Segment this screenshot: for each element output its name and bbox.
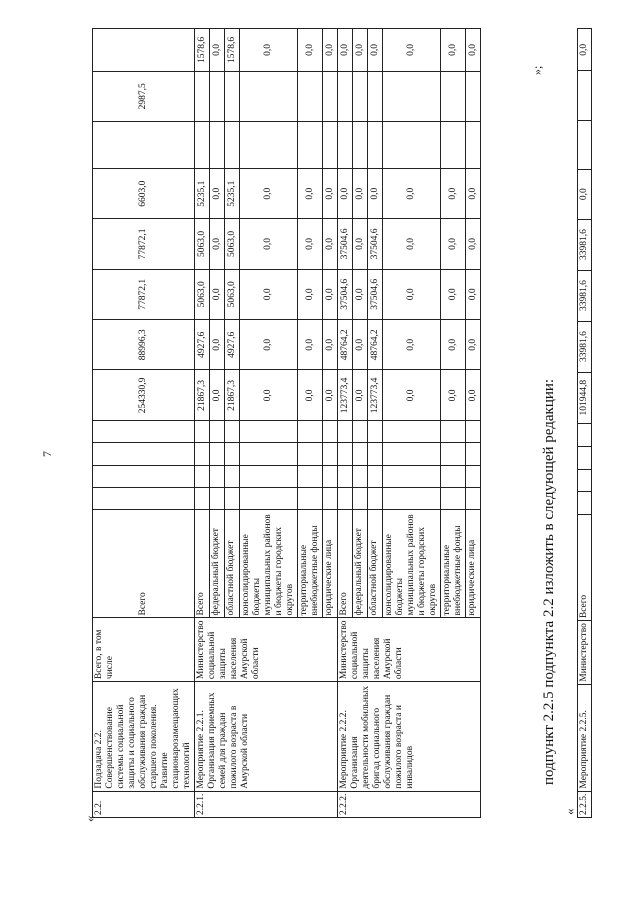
value-cell <box>578 71 592 120</box>
value-cell: 48764,2 <box>338 320 353 370</box>
row-source: юридические лица <box>323 509 338 618</box>
table-row <box>338 29 353 818</box>
row-executor: Министерство <box>578 621 592 685</box>
value-cell <box>240 121 298 168</box>
value-cell <box>338 121 353 168</box>
value-cell: 0,0 <box>383 320 441 370</box>
value-cell <box>368 121 383 168</box>
value-cell: 0,0 <box>353 269 368 319</box>
row-name: Мероприятие 2.2.2. Организация деятельности мобильных бригад социального обслуживания граждан пожилого возраста и инвалидов <box>338 682 481 792</box>
row-source: юридические лица <box>466 509 481 618</box>
row-source: федеральный бюджет <box>210 509 225 618</box>
value-cell: 6603,0 <box>93 169 195 219</box>
value-cell: 48764,2 <box>368 320 383 370</box>
row-source: областной бюджет <box>225 509 240 618</box>
value-cell: 0,0 <box>298 370 323 421</box>
value-cell: 0,0 <box>338 169 353 219</box>
page-number: 7 <box>40 451 54 457</box>
value-cell: 0,0 <box>353 370 368 421</box>
value-cell: 0,0 <box>240 29 298 72</box>
value-cell: 5063,0 <box>225 219 240 269</box>
quote-mark-open: « <box>562 808 577 815</box>
value-cell: 33981,6 <box>578 321 592 372</box>
value-cell: 0,0 <box>383 219 441 269</box>
value-cell: 0,0 <box>298 169 323 219</box>
value-cell: 0,0 <box>368 169 383 219</box>
value-cell: 0,0 <box>240 320 298 370</box>
row-number: 2.2. <box>93 791 195 817</box>
row-source: консолидированные бюджеты муниципальных районов и бюджеты городских округов <box>383 509 441 618</box>
value-cell: 0,0 <box>441 370 466 421</box>
row-source: Всего <box>195 509 210 618</box>
value-cell: 0,0 <box>353 219 368 269</box>
row-number: 2.2.1. <box>195 791 338 817</box>
value-cell <box>383 71 441 121</box>
value-cell <box>298 71 323 121</box>
table-row <box>93 29 195 818</box>
value-cell <box>353 121 368 168</box>
value-cell <box>298 121 323 168</box>
value-cell: 37504,6 <box>338 269 353 319</box>
value-cell: 88996,3 <box>93 320 195 370</box>
value-cell: 0,0 <box>323 370 338 421</box>
value-cell: 0,0 <box>383 169 441 219</box>
value-cell: 1578,6 <box>195 29 210 72</box>
value-cell: 0,0 <box>338 29 353 72</box>
value-cell: 0,0 <box>383 269 441 319</box>
value-cell: 33981,6 <box>578 270 592 321</box>
value-cell <box>383 121 441 168</box>
value-cell <box>210 71 225 121</box>
row-source: консолидированные бюджеты муниципальных районов и бюджеты городских округов <box>240 509 298 618</box>
value-cell: 0,0 <box>353 320 368 370</box>
value-cell <box>225 121 240 168</box>
value-cell: 5063,0 <box>225 269 240 319</box>
value-cell: 0,0 <box>441 219 466 269</box>
value-cell: 0,0 <box>240 370 298 421</box>
value-cell <box>195 71 210 121</box>
value-cell: 0,0 <box>466 320 481 370</box>
row-name: Подзадача 2.2. Совершенствование системы социальной защиты и социального обслуживания граждан старшего поколения. Развитие стационарозамещающих технологий <box>93 682 195 792</box>
value-cell <box>323 121 338 168</box>
value-cell: 0,0 <box>441 269 466 319</box>
value-cell: 77872,1 <box>93 219 195 269</box>
row-source: территориальные внебюджетные фонды <box>298 509 323 618</box>
value-cell: 0,0 <box>578 169 592 219</box>
value-cell: 0,0 <box>298 269 323 319</box>
row-source: федеральный бюджет <box>353 509 368 618</box>
value-cell <box>210 121 225 168</box>
value-cell <box>466 71 481 121</box>
amended-table <box>577 28 592 818</box>
row-number: 2.2.5. <box>578 791 592 817</box>
value-cell: 0,0 <box>323 219 338 269</box>
value-cell: 0,0 <box>466 370 481 421</box>
value-cell: 0,0 <box>441 169 466 219</box>
value-cell: 4927,6 <box>195 320 210 370</box>
value-cell: 0,0 <box>298 219 323 269</box>
value-cell: 123773,4 <box>368 370 383 421</box>
value-cell: 0,0 <box>353 29 368 72</box>
program-table <box>92 28 481 818</box>
value-cell <box>353 71 368 121</box>
row-executor: Всего, в том числе <box>93 618 195 682</box>
value-cell: 0,0 <box>353 169 368 219</box>
value-cell: 5063,0 <box>195 219 210 269</box>
value-cell: 0,0 <box>323 320 338 370</box>
value-cell: 0,0 <box>441 29 466 72</box>
value-cell <box>323 71 338 121</box>
value-cell: 0,0 <box>240 169 298 219</box>
value-cell <box>195 121 210 168</box>
value-cell: 0,0 <box>368 29 383 72</box>
row-name: Мероприятие 2.2.1. Организация приемных семей для граждан пожилого возраста в Амурской области <box>195 682 338 792</box>
value-cell: 33981,6 <box>578 219 592 270</box>
row-number: 2.2.2. <box>338 791 481 817</box>
value-cell <box>338 71 353 121</box>
row-name: Мероприятие 2.2.5. <box>578 684 592 791</box>
value-cell: 0,0 <box>210 269 225 319</box>
value-cell <box>93 121 195 168</box>
row-source: областной бюджет <box>368 509 383 618</box>
value-cell: 0,0 <box>466 169 481 219</box>
value-cell <box>441 71 466 121</box>
value-cell: 0,0 <box>441 320 466 370</box>
value-cell: 0,0 <box>323 269 338 319</box>
value-cell: 21867,3 <box>225 370 240 421</box>
value-cell: 0,0 <box>383 29 441 72</box>
value-cell <box>466 121 481 168</box>
value-cell: 101944,8 <box>578 372 592 423</box>
value-cell: 0,0 <box>298 29 323 72</box>
value-cell: 5235,1 <box>195 169 210 219</box>
row-source: территориальные внебюджетные фонды <box>441 509 466 618</box>
value-cell: 0,0 <box>298 320 323 370</box>
value-cell: 0,0 <box>466 29 481 72</box>
value-cell: 0,0 <box>466 219 481 269</box>
table-row <box>578 29 592 818</box>
quote-mark-close: »; <box>530 65 544 75</box>
value-cell: 0,0 <box>210 370 225 421</box>
value-cell: 1578,6 <box>225 29 240 72</box>
value-cell: 123773,4 <box>338 370 353 421</box>
value-cell: 0,0 <box>383 370 441 421</box>
row-executor: Министерство социальной защиты населения Амурской области <box>195 618 338 682</box>
value-cell <box>240 71 298 121</box>
quote-mark-open: « <box>82 815 97 822</box>
value-cell: 0,0 <box>466 269 481 319</box>
value-cell: 2987,5 <box>93 71 195 121</box>
value-cell: 5235,1 <box>225 169 240 219</box>
value-cell <box>225 71 240 121</box>
value-cell <box>93 29 195 72</box>
value-cell: 37504,6 <box>368 219 383 269</box>
value-cell: 0,0 <box>323 169 338 219</box>
value-cell: 5063,0 <box>195 269 210 319</box>
value-cell: 37504,6 <box>338 219 353 269</box>
value-cell: 0,0 <box>240 219 298 269</box>
value-cell: 254330,9 <box>93 370 195 421</box>
value-cell: 4927,6 <box>225 320 240 370</box>
value-cell: 0,0 <box>240 269 298 319</box>
row-source: Всего <box>578 515 592 621</box>
value-cell: 0,0 <box>210 320 225 370</box>
value-cell <box>578 120 592 169</box>
value-cell: 37504,6 <box>368 269 383 319</box>
value-cell: 0,0 <box>578 29 592 71</box>
value-cell: 0,0 <box>323 29 338 72</box>
row-source: Всего <box>93 509 195 618</box>
value-cell: 0,0 <box>210 219 225 269</box>
value-cell: 77872,1 <box>93 269 195 319</box>
value-cell <box>441 121 466 168</box>
amendment-text: подпункт 2.2.5 подпункта 2.2 изложить в следующей редакции: <box>541 378 557 785</box>
row-source: Всего <box>338 509 353 618</box>
value-cell <box>368 71 383 121</box>
value-cell: 0,0 <box>210 169 225 219</box>
value-cell: 0,0 <box>210 29 225 72</box>
row-executor: Министерство социальной защиты населения Амурской области <box>338 618 481 682</box>
table-row <box>195 29 210 818</box>
value-cell: 21867,3 <box>195 370 210 421</box>
